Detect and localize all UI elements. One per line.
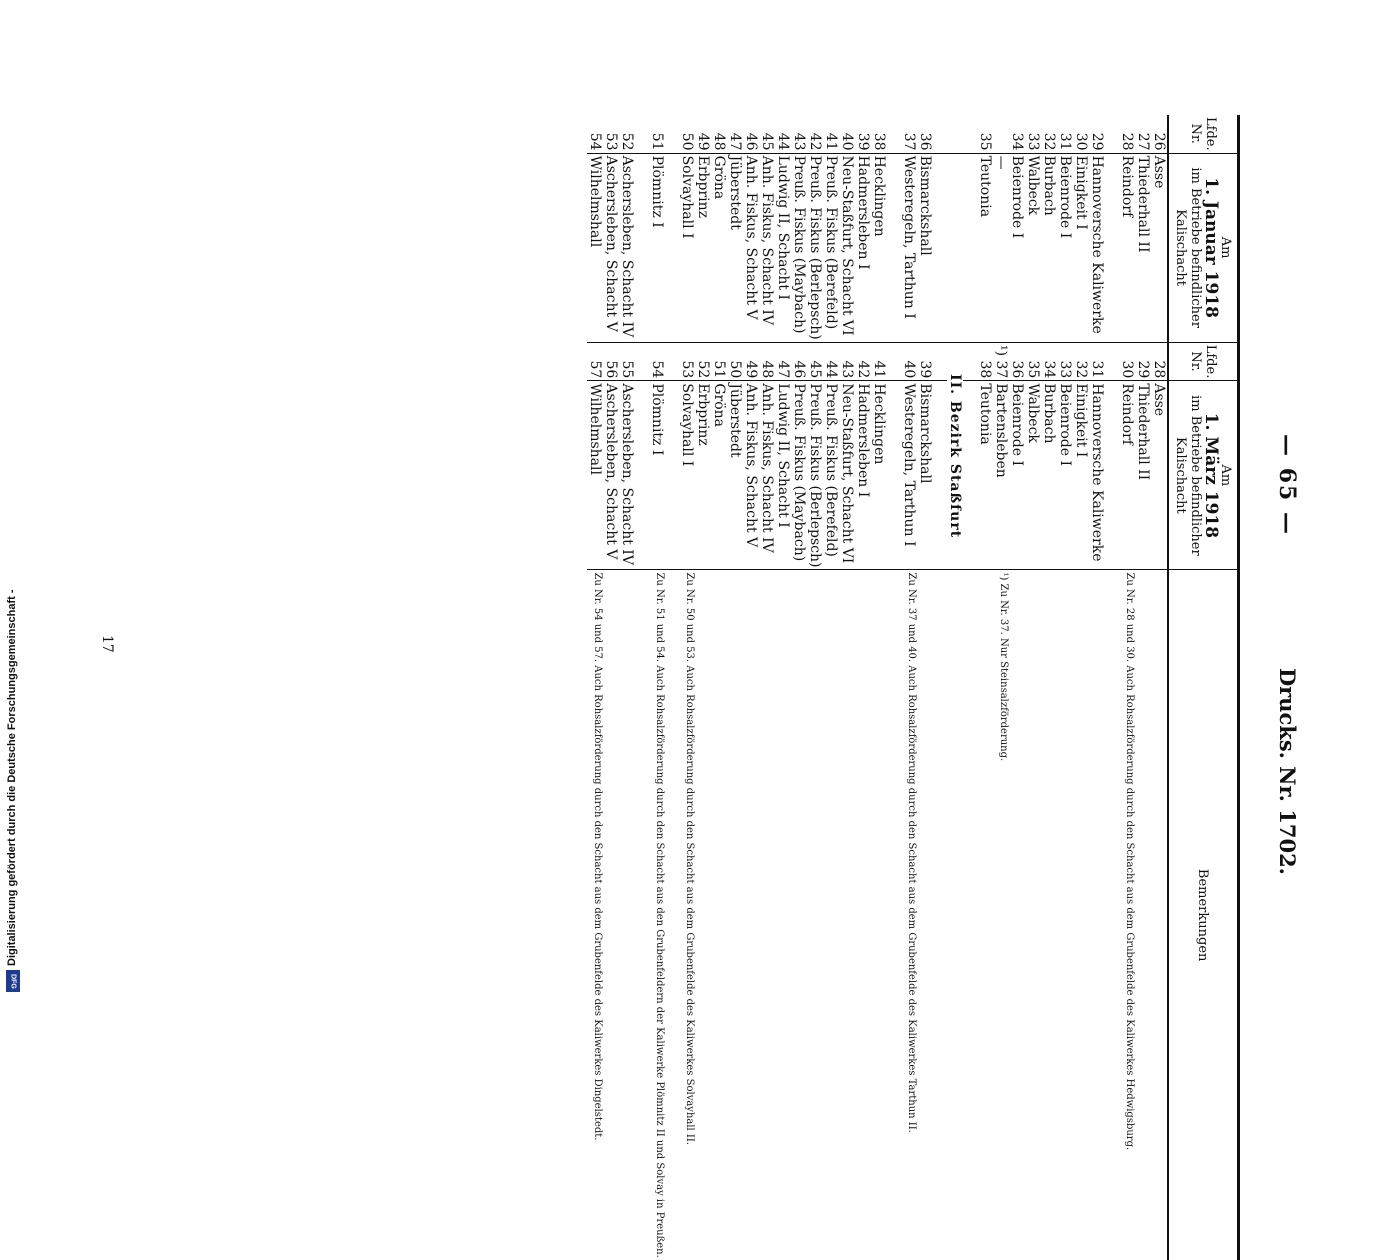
remark <box>1089 570 1105 1260</box>
remark: Zu Nr. 54 und 57. Auch Rohsalzförderung durch den Schacht aus dem Grubenfelde des Kaliwerkes Dingelstedt. <box>592 572 603 1141</box>
jan-nr: 42 <box>807 115 823 153</box>
page-header <box>1260 115 1300 875</box>
jan-name: Aschersleben, Schacht IV <box>619 153 635 342</box>
section-row <box>947 115 963 1260</box>
jan-nr: 46 <box>743 115 759 153</box>
jan-name: Beienrode I <box>1009 153 1025 342</box>
jan-nr: 34 <box>1009 115 1025 153</box>
jan-name: Solvayhall I <box>679 153 695 342</box>
mar-name: Jüberstedt <box>727 381 743 570</box>
jan-name: Asse <box>1151 153 1168 342</box>
mar-name: Aschersleben, Schacht V <box>603 381 619 570</box>
remark <box>977 570 993 1260</box>
remark <box>727 570 743 1260</box>
table-row <box>791 115 807 1260</box>
mar-nr: 28 <box>1151 342 1168 381</box>
jan-nr: 50 <box>679 115 695 153</box>
remark: Zu Nr. 28 und 30. Auch Rohsalzförderung durch den Schacht aus dem Grubenfelde des Kaliwerkes Hedwigsburg. <box>1124 572 1135 1151</box>
group-gap <box>887 115 901 1260</box>
jan-nr: 52 <box>619 115 635 153</box>
mar-name: Preuß. Fiskus (Berefeld) <box>823 381 839 570</box>
jan-nr: 30 <box>1073 115 1089 153</box>
table-row <box>977 115 993 1260</box>
mar-name: Bartensleben <box>993 381 1009 570</box>
col-maerz-am: Am <box>1218 464 1233 487</box>
table-row <box>1009 115 1025 1260</box>
mar-nr: 51 <box>711 342 727 381</box>
remark <box>603 570 619 1260</box>
dfg-note: Digitalisierung gefördert durch die Deutsche Forschungsgemeinschaft - <box>6 589 18 966</box>
jan-nr: 31 <box>1057 115 1073 153</box>
mar-nr: 50 <box>727 342 743 381</box>
jan-name: Thiederhall II <box>1135 153 1151 342</box>
mar-nr: 54 <box>649 342 665 381</box>
col-lfd-nr-jan: Lfde. Nr. <box>1168 115 1239 153</box>
col-januar-am: Am <box>1218 236 1233 259</box>
remark: Zu Nr. 37 und 40. Auch Rohsalzförderung durch den Schacht aus dem Grubenfelde des Kaliwerkes Tarthun II. <box>906 572 917 1133</box>
jan-nr: 33 <box>1025 115 1041 153</box>
rotated-page <box>60 115 1300 1258</box>
mar-name: Preuß. Fiskus (Berlepsch) <box>807 381 823 570</box>
mar-nr: 57 <box>587 342 603 381</box>
jan-nr <box>993 115 1009 153</box>
table-row <box>993 115 1009 1260</box>
table-row <box>1057 115 1073 1260</box>
dfg-attribution <box>6 589 20 992</box>
mar-nr: 35 <box>1025 342 1041 381</box>
mar-name: Burbach <box>1041 381 1057 570</box>
group-gap <box>963 115 977 1260</box>
jan-nr: 53 <box>603 115 619 153</box>
jan-nr: 29 <box>1089 115 1105 153</box>
remark <box>759 570 775 1260</box>
remark <box>823 570 839 1260</box>
mar-name: Aschersleben, Schacht IV <box>619 381 635 570</box>
jan-nr: 35 <box>977 115 993 153</box>
jan-name: Erbprinz <box>695 153 711 342</box>
mar-nr: 56 <box>603 342 619 381</box>
col-januar <box>1168 153 1239 342</box>
jan-name: Jüberstedt <box>727 153 743 342</box>
col-maerz <box>1168 381 1239 570</box>
table-row <box>823 115 839 1260</box>
group-gap <box>665 115 679 1260</box>
col-januar-sub: im Betriebe befindlicher Kalischacht <box>1173 167 1203 328</box>
mar-nr: 29 <box>1135 342 1151 381</box>
group-gap <box>635 115 649 1260</box>
jan-name: Westeregeln, Tarthun I <box>901 153 917 342</box>
table-row <box>1025 115 1041 1260</box>
table-row <box>743 115 759 1260</box>
mar-name: Hadmersleben I <box>855 381 871 570</box>
remark <box>1025 570 1041 1260</box>
mar-name: Preuß. Fiskus (Maybach) <box>791 381 807 570</box>
mar-name: Einigkeit I <box>1073 381 1089 570</box>
remark <box>711 570 727 1260</box>
mar-nr: 32 <box>1073 342 1089 381</box>
jan-name: Beienrode I <box>1057 153 1073 342</box>
table-row <box>619 115 635 1260</box>
jan-name: Anh. Fiskus, Schacht V <box>743 153 759 342</box>
table-header <box>1168 115 1239 1260</box>
remark <box>917 570 933 1260</box>
mar-nr: 33 <box>1057 342 1073 381</box>
remark: Zu Nr. 51 und 54. Auch Rohsalzförderung durch den Schacht aus den Grubenfeldern der Kaliwerke Plömnitz II und Solvay in Preußen. <box>654 572 665 1258</box>
dfg-logo: DFG <box>6 970 20 992</box>
remark: ¹) Zu Nr. 37. Nur Steinsalzförderung. <box>998 572 1009 762</box>
group-gap <box>933 115 947 1260</box>
mar-name: Ludwig II, Schacht I <box>775 381 791 570</box>
jan-name: Preuß. Fiskus (Maybach) <box>791 153 807 342</box>
table-row <box>1073 115 1089 1260</box>
mar-name: Wilhelmshall <box>587 381 603 570</box>
mar-nr: 44 <box>823 342 839 381</box>
jan-nr: 36 <box>917 115 933 153</box>
remark <box>855 570 871 1260</box>
mar-nr: 41 <box>871 342 887 381</box>
mar-nr: 38 <box>977 342 993 381</box>
table-row <box>901 115 917 1260</box>
sheet-number: 17 <box>99 635 115 653</box>
jan-nr: 49 <box>695 115 711 153</box>
jan-nr: 44 <box>775 115 791 153</box>
mar-nr: 55 <box>619 342 635 381</box>
mar-nr: 36 <box>1009 342 1025 381</box>
mar-nr: 45 <box>807 342 823 381</box>
mar-nr: 46 <box>791 342 807 381</box>
mar-nr: 53 <box>679 342 695 381</box>
col-maerz-sub: im Betriebe befindlicher Kalischacht <box>1173 395 1203 556</box>
jan-name: Teutonia <box>977 153 993 342</box>
jan-name: Hecklingen <box>871 153 887 342</box>
table-row <box>649 115 665 1260</box>
jan-name: Hadmersleben I <box>855 153 871 342</box>
jan-name: Reindorf <box>1119 153 1135 342</box>
jan-nr: 47 <box>727 115 743 153</box>
table-row <box>695 115 711 1260</box>
jan-name: Burbach <box>1041 153 1057 342</box>
mar-name: Teutonia <box>977 381 993 570</box>
mar-name: Hecklingen <box>871 381 887 570</box>
table-row <box>855 115 871 1260</box>
col-bemerkungen: Bemerkungen <box>1168 570 1239 1260</box>
jan-nr: 51 <box>649 115 665 153</box>
col-januar-date: 1. Januar 1918 <box>1201 177 1221 318</box>
remark <box>695 570 711 1260</box>
table-row <box>775 115 791 1260</box>
jan-nr: 37 <box>901 115 917 153</box>
mar-name: Hannoversche Kaliwerke <box>1089 381 1105 570</box>
mar-nr: 39 <box>917 342 933 381</box>
table-row <box>1135 115 1151 1260</box>
remark: Zu Nr. 50 und 53. Auch Rohsalzförderung durch den Schacht aus dem Grubenfelde des Kaliwerkes Solvayhall II. <box>684 572 695 1146</box>
mar-name: Asse <box>1151 381 1168 570</box>
mar-nr: 42 <box>855 342 871 381</box>
mar-name: Plömnitz I <box>649 381 665 570</box>
jan-name: Bismarckshall <box>917 153 933 342</box>
jan-nr: 45 <box>759 115 775 153</box>
table-row <box>679 115 695 1260</box>
mar-nr: 47 <box>775 342 791 381</box>
remark <box>807 570 823 1260</box>
jan-name: Walbeck <box>1025 153 1041 342</box>
jan-nr: 41 <box>823 115 839 153</box>
remark <box>619 570 635 1260</box>
remark <box>1135 570 1151 1260</box>
table-row <box>711 115 727 1260</box>
table-row <box>917 115 933 1260</box>
col-maerz-date: 1. März 1918 <box>1201 412 1221 539</box>
mar-name: Reindorf <box>1119 381 1135 570</box>
remark <box>839 570 855 1260</box>
jan-name: Anh. Fiskus, Schacht IV <box>759 153 775 342</box>
mar-name: Walbeck <box>1025 381 1041 570</box>
jan-name: Ludwig II, Schacht I <box>775 153 791 342</box>
mar-nr: 49 <box>743 342 759 381</box>
page-number: — 65 — <box>1274 434 1300 536</box>
mar-name: Anh. Fiskus, Schacht IV <box>759 381 775 570</box>
remark <box>791 570 807 1260</box>
table-body <box>587 115 1168 1260</box>
jan-name: — <box>993 153 1009 342</box>
jan-nr: 38 <box>871 115 887 153</box>
jan-name: Preuß. Fiskus (Berefeld) <box>823 153 839 342</box>
mar-nr: 40 <box>901 342 917 381</box>
jan-nr: 26 <box>1151 115 1168 153</box>
jan-name: Gröna <box>711 153 727 342</box>
mar-name: Neu-Staßfurt, Schacht VI <box>839 381 855 570</box>
jan-nr: 39 <box>855 115 871 153</box>
mar-name: Thiederhall II <box>1135 381 1151 570</box>
remark <box>1073 570 1089 1260</box>
table-row <box>727 115 743 1260</box>
jan-nr: 43 <box>791 115 807 153</box>
table-row <box>587 115 603 1260</box>
mar-nr: 43 <box>839 342 855 381</box>
mar-name: Solvayhall I <box>679 381 695 570</box>
jan-nr: 27 <box>1135 115 1151 153</box>
mar-name: Westeregeln, Tarthun I <box>901 381 917 570</box>
kalischacht-table <box>587 115 1240 1260</box>
table-row <box>1041 115 1057 1260</box>
jan-nr: 40 <box>839 115 855 153</box>
jan-name: Preuß. Fiskus (Berlepsch) <box>807 153 823 342</box>
remark <box>1151 570 1168 1260</box>
table-row <box>603 115 619 1260</box>
jan-nr: 48 <box>711 115 727 153</box>
remark <box>775 570 791 1260</box>
jan-name: Plömnitz I <box>649 153 665 342</box>
mar-name: Anh. Fiskus, Schacht V <box>743 381 759 570</box>
mar-name: Gröna <box>711 381 727 570</box>
table-row <box>839 115 855 1260</box>
jan-nr: 32 <box>1041 115 1057 153</box>
remark <box>1041 570 1057 1260</box>
jan-name: Aschersleben, Schacht V <box>603 153 619 342</box>
table-row <box>759 115 775 1260</box>
mar-name: Beienrode I <box>1009 381 1025 570</box>
mar-nr: 52 <box>695 342 711 381</box>
col-lfd-nr-mar: Lfde. Nr. <box>1168 342 1239 381</box>
jan-name: Neu-Staßfurt, Schacht VI <box>839 153 855 342</box>
mar-nr: 34 <box>1041 342 1057 381</box>
mar-nr: 31 <box>1089 342 1105 381</box>
table-row <box>871 115 887 1260</box>
druck-number: Drucks. Nr. 1702. <box>1275 667 1300 875</box>
remark <box>743 570 759 1260</box>
mar-nr: 48 <box>759 342 775 381</box>
jan-nr: 28 <box>1119 115 1135 153</box>
section-title: II. Bezirk Staßfurt <box>947 342 963 570</box>
table-row <box>1119 115 1135 1260</box>
remark <box>1057 570 1073 1260</box>
remark <box>1009 570 1025 1260</box>
jan-name: Hannoversche Kaliwerke <box>1089 153 1105 342</box>
mar-name: Erbprinz <box>695 381 711 570</box>
table-row <box>1151 115 1168 1260</box>
table-row <box>1089 115 1105 1260</box>
remark <box>871 570 887 1260</box>
mar-name: Bismarckshall <box>917 381 933 570</box>
mar-name: Beienrode I <box>1057 381 1073 570</box>
jan-nr: 54 <box>587 115 603 153</box>
table-row <box>807 115 823 1260</box>
jan-name: Einigkeit I <box>1073 153 1089 342</box>
jan-name: Wilhelmshall <box>587 153 603 342</box>
mar-nr: 30 <box>1119 342 1135 381</box>
mar-nr: ¹) 37 <box>993 342 1009 381</box>
group-gap <box>1105 115 1119 1260</box>
